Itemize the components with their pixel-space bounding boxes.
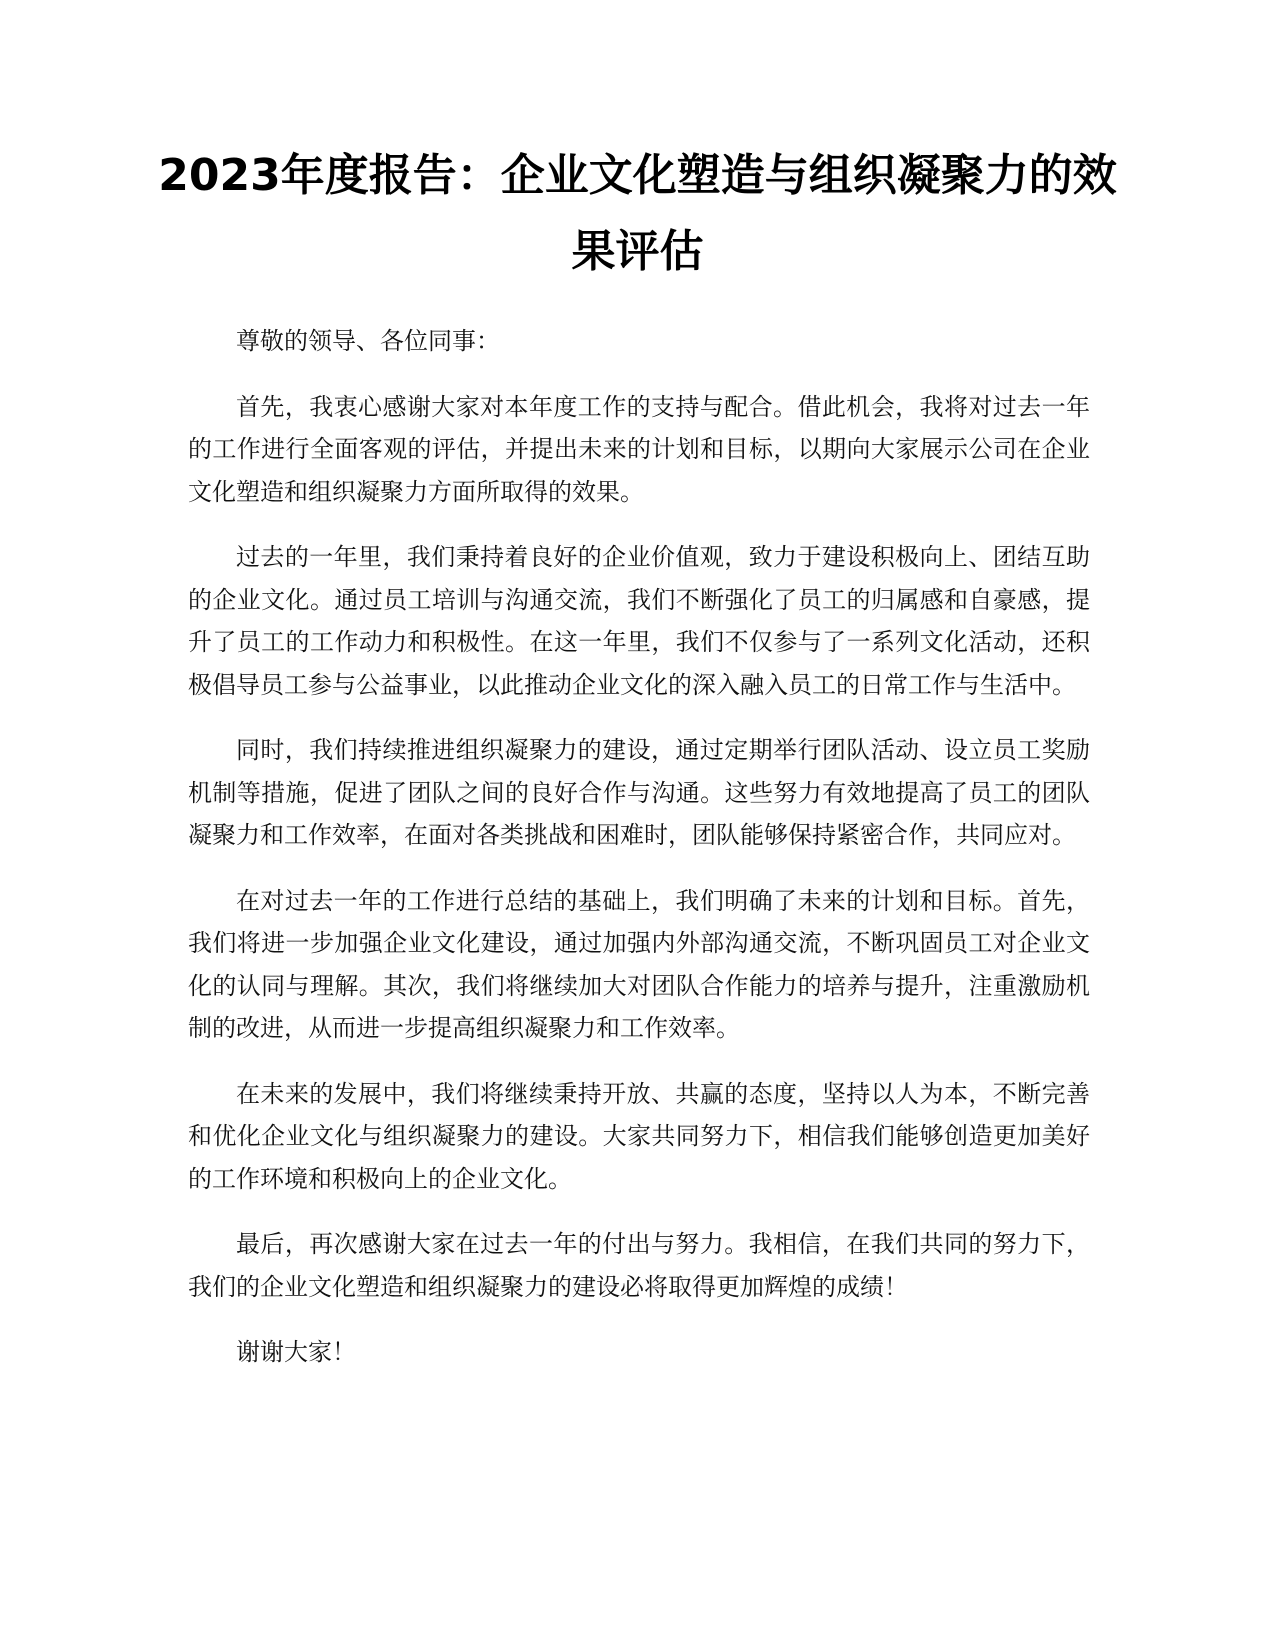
greeting: 尊敬的领导、各位同事： <box>236 327 500 355</box>
paragraph-5: 在未来的发展中，我们将继续秉持开放、共赢的态度，坚持以人为本，不断完善和优化企业文化与组织凝聚力的建设。大家共同努力下，相信我们能够创造更加美好的工作环境和积极向上的企业文化。 <box>188 1079 1090 1193</box>
paragraph-6: 最后，再次感谢大家在过去一年的付出与努力。我相信，在我们共同的努力下，我们的企业文化塑造和组织凝聚力的建设必将取得更加辉煌的成绩！ <box>188 1230 1090 1301</box>
paragraph-1: 首先，我衷心感谢大家对本年度工作的支持与配合。借此机会，我将对过去一年的工作进行全面客观的评估，并提出未来的计划和目标，以期向大家展示公司在企业文化塑造和组织凝聚力方面所取得的效果。 <box>188 392 1090 506</box>
closing: 谢谢大家！ <box>236 1338 356 1366</box>
paragraph-3: 同时，我们持续推进组织凝聚力的建设，通过定期举行团队活动、设立员工奖励机制等措施，促进了团队之间的良好合作与沟通。这些努力有效地提高了员工的团队凝聚力和工作效率，在面对各类挑战和困难时，团队能够保持紧密合作，共同应对。 <box>188 736 1090 849</box>
document-title: 2023年度报告：企业文化塑造与组织凝聚力的效果评估 <box>158 150 1117 277</box>
paragraph-2: 过去的一年里，我们秉持着良好的企业价值观，致力于建设积极向上、团结互助的企业文化。通过员工培训与沟通交流，我们不断强化了员工的归属感和自豪感，提升了员工的工作动力和积极性。在这一年里，我们不仅参与了一系列文化活动，还积极倡导员工参与公益事业，以此推动企业文化的深入融入员工的日常工作与生活中。 <box>188 543 1090 699</box>
document-body <box>188 320 1090 1397</box>
paragraph-4: 在对过去一年的工作进行总结的基础上，我们明确了未来的计划和目标。首先，我们将进一步加强企业文化建设，通过加强内外部沟通交流，不断巩固员工对企业文化的认同与理解。其次，我们将继续加大对团队合作能力的培养与提升，注重激励机制的改进，从而进一步提高组织凝聚力和工作效率。 <box>188 886 1090 1042</box>
